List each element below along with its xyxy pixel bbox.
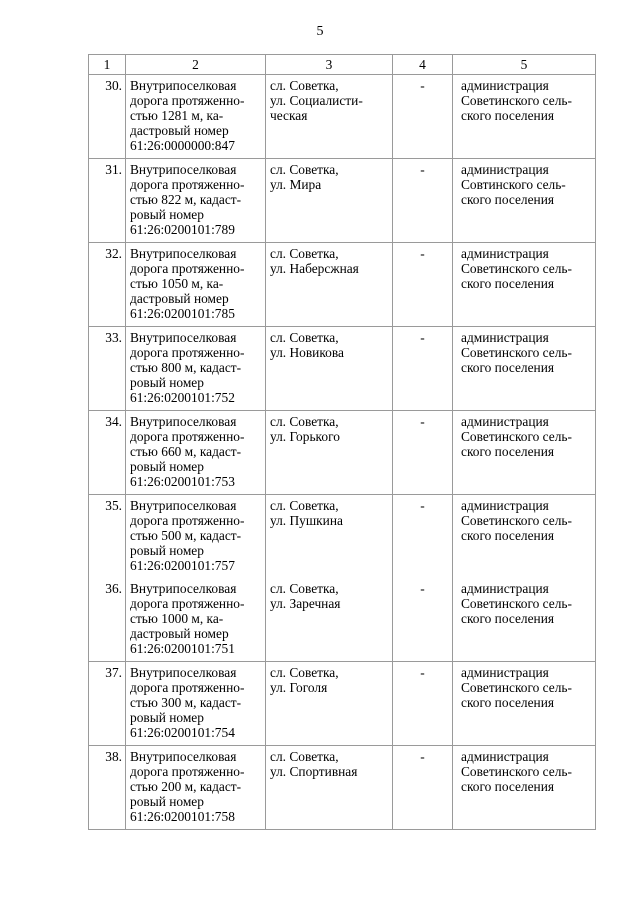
address-text: сл. Советка, ул. Горького <box>270 414 340 444</box>
address-cell <box>266 578 393 662</box>
column-4-text: - <box>420 414 425 429</box>
row-number-cell <box>89 495 126 579</box>
owner-text: администрация Советинского сель- ского поселения <box>461 78 572 123</box>
object-description-cell <box>126 75 266 159</box>
object-description-text: Внутрипоселковая дорога протяженно- стью 822 м, кадаст- ровый номер 61:26:0200101:789 <box>130 162 245 237</box>
column-4-text: - <box>420 330 425 345</box>
owner-text: администрация Советинского сель- ского поселения <box>461 749 572 794</box>
column-4-cell <box>393 327 453 411</box>
object-description-cell <box>126 662 266 746</box>
table-row <box>89 662 596 746</box>
address-text: сл. Советка, ул. Гоголя <box>270 665 339 695</box>
column-4-cell <box>393 746 453 830</box>
table-row <box>89 746 596 830</box>
header-cell: 5 <box>453 55 596 75</box>
column-4-cell <box>393 495 453 579</box>
object-description-text: Внутрипоселковая дорога протяженно- стью 500 м, кадаст- ровый номер 61:26:0200101:757 <box>130 498 245 573</box>
row-number-cell <box>89 243 126 327</box>
row-number-cell <box>89 578 126 662</box>
column-4-text: - <box>420 498 425 513</box>
address-text: сл. Советка, ул. Наберсжная <box>270 246 359 276</box>
owner-text: администрация Советинского сель- ского поселения <box>461 246 572 291</box>
object-description-cell <box>126 495 266 579</box>
address-text: сл. Советка, ул. Социалисти- ческая <box>270 78 363 123</box>
object-description-text: Внутрипоселковая дорога протяженно- стью 1050 м, ка- дастровый номер 61:26:0200101:785 <box>130 246 245 321</box>
owner-cell <box>453 662 596 746</box>
table-row <box>89 495 596 579</box>
header-cell: 3 <box>266 55 393 75</box>
owner-cell <box>453 327 596 411</box>
owner-cell <box>453 75 596 159</box>
column-4-cell <box>393 411 453 495</box>
object-description-text: Внутрипоселковая дорога протяженно- стью 660 м, кадаст- ровый номер 61:26:0200101:753 <box>130 414 245 489</box>
property-table <box>88 54 596 830</box>
row-number-text: 30. <box>105 78 122 93</box>
owner-cell <box>453 411 596 495</box>
owner-text: администрация Советинского сель- ского поселения <box>461 330 572 375</box>
table-row <box>89 75 596 159</box>
row-number-text: 38. <box>105 749 122 764</box>
address-text: сл. Советка, ул. Пушкина <box>270 498 343 528</box>
row-number-cell <box>89 75 126 159</box>
column-4-cell <box>393 243 453 327</box>
table-row <box>89 243 596 327</box>
row-number-text: 34. <box>105 414 122 429</box>
column-4-cell <box>393 75 453 159</box>
owner-text: администрация Совтинского сель- ского поселения <box>461 162 566 207</box>
object-description-cell <box>126 411 266 495</box>
table-row <box>89 327 596 411</box>
row-number-cell <box>89 662 126 746</box>
object-description-cell <box>126 746 266 830</box>
owner-cell <box>453 746 596 830</box>
column-4-text: - <box>420 78 425 93</box>
row-number-text: 31. <box>105 162 122 177</box>
address-cell <box>266 327 393 411</box>
row-number-cell <box>89 411 126 495</box>
address-cell <box>266 746 393 830</box>
column-4-text: - <box>420 162 425 177</box>
object-description-cell <box>126 578 266 662</box>
row-number-text: 36. <box>105 581 122 596</box>
header-cell: 2 <box>126 55 266 75</box>
column-4-text: - <box>420 246 425 261</box>
row-number-text: 37. <box>105 665 122 680</box>
owner-cell <box>453 159 596 243</box>
owner-cell <box>453 495 596 579</box>
address-text: сл. Советка, ул. Мира <box>270 162 339 192</box>
row-number-text: 32. <box>105 246 122 261</box>
owner-cell <box>453 243 596 327</box>
row-number-cell <box>89 746 126 830</box>
column-4-cell <box>393 578 453 662</box>
row-number-cell <box>89 159 126 243</box>
owner-text: администрация Советинского сель- ского поселения <box>461 665 572 710</box>
object-description-cell <box>126 159 266 243</box>
header-cell: 1 <box>89 55 126 75</box>
owner-text: администрация Советинского сель- ского поселения <box>461 414 572 459</box>
address-cell <box>266 243 393 327</box>
address-cell <box>266 495 393 579</box>
owner-text: администрация Советинского сель- ского поселения <box>461 498 572 543</box>
address-cell <box>266 159 393 243</box>
table-row <box>89 411 596 495</box>
address-cell <box>266 75 393 159</box>
row-number-cell <box>89 327 126 411</box>
address-text: сл. Советка, ул. Заречная <box>270 581 341 611</box>
header-cell: 4 <box>393 55 453 75</box>
object-description-text: Внутрипоселковая дорога протяженно- стью 1000 м, ка- дастровый номер 61:26:0200101:751 <box>130 581 245 656</box>
address-cell <box>266 662 393 746</box>
address-text: сл. Советка, ул. Новикова <box>270 330 344 360</box>
object-description-text: Внутрипоселковая дорога протяженно- стью 1281 м, ка- дастровый номер 61:26:0000000:847 <box>130 78 245 153</box>
column-4-text: - <box>420 749 425 764</box>
column-4-text: - <box>420 665 425 680</box>
column-4-cell <box>393 159 453 243</box>
object-description-text: Внутрипоселковая дорога протяженно- стью 800 м, кадаст- ровый номер 61:26:0200101:752 <box>130 330 245 405</box>
object-description-text: Внутрипоселковая дорога протяженно- стью 200 м, кадаст- ровый номер 61:26:0200101:758 <box>130 749 245 824</box>
column-4-cell <box>393 662 453 746</box>
row-number-text: 35. <box>105 498 122 513</box>
table-header-row <box>89 55 596 75</box>
object-description-cell <box>126 243 266 327</box>
object-description-text: Внутрипоселковая дорога протяженно- стью 300 м, кадаст- ровый номер 61:26:0200101:754 <box>130 665 245 740</box>
object-description-cell <box>126 327 266 411</box>
page-number: 5 <box>316 24 324 39</box>
table-row <box>89 578 596 662</box>
address-cell <box>266 411 393 495</box>
column-4-text: - <box>420 581 425 596</box>
owner-cell <box>453 578 596 662</box>
address-text: сл. Советка, ул. Спортивная <box>270 749 358 779</box>
owner-text: администрация Советинского сель- ского поселения <box>461 581 572 626</box>
row-number-text: 33. <box>105 330 122 345</box>
table-row <box>89 159 596 243</box>
